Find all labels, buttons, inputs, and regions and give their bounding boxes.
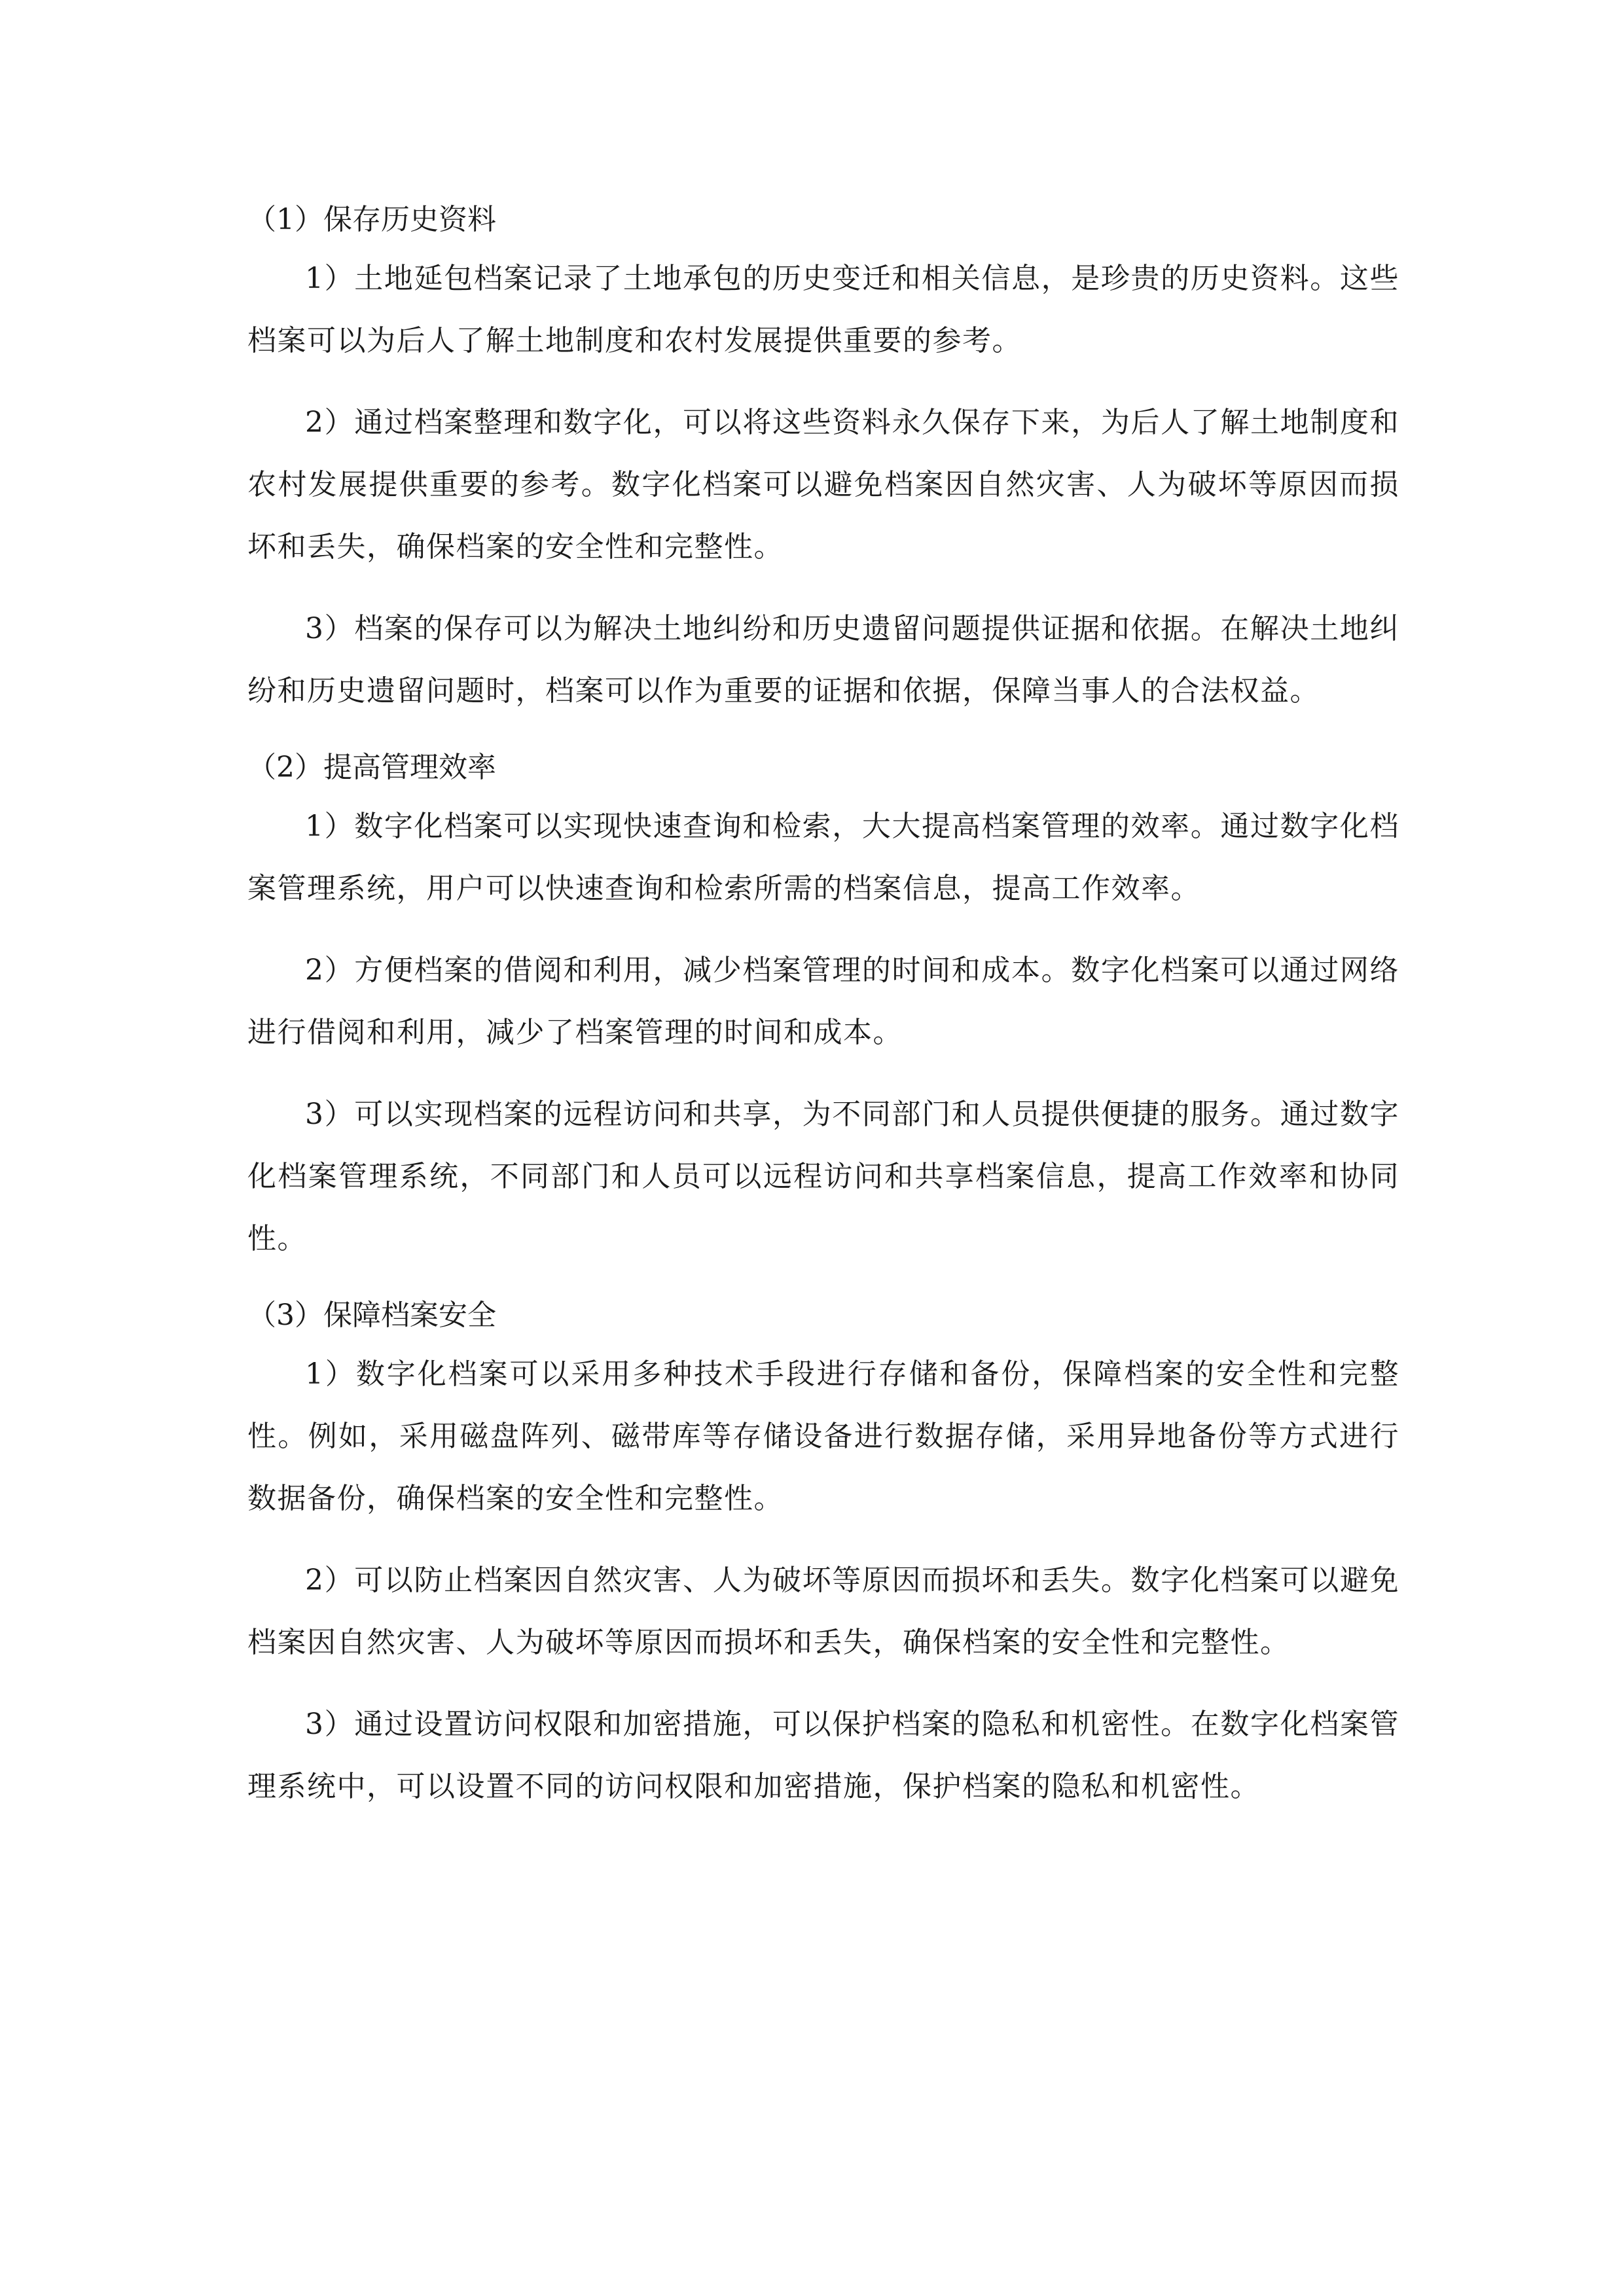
paragraph: 3）通过设置访问权限和加密措施，可以保护档案的隐私和机密性。在数字化档案管理系统中，可以设置不同的访问权限和加密措施，保护档案的隐私和机密性。 [247,1708,1399,1803]
section-improve-efficiency [247,742,1399,1270]
section-heading: （1）保存历史资料 [247,203,496,236]
paragraph: 2）方便档案的借阅和利用，减少档案管理的时间和成本。数字化档案可以通过网络进行借阅和利用，减少了档案管理的时间和成本。 [247,954,1399,1049]
paragraph: 2）可以防止档案因自然灾害、人为破坏等原因而损坏和丢失。数字化档案可以避免档案因自然灾害、人为破坏等原因而损坏和丢失，确保档案的安全性和完整性。 [247,1564,1399,1659]
section-heading: （2）提高管理效率 [247,751,496,784]
paragraph: 1）土地延包档案记录了土地承包的历史变迁和相关信息，是珍贵的历史资料。这些档案可以为后人了解土地制度和农村发展提供重要的参考。 [247,262,1399,357]
section-heading: （3）保障档案安全 [247,1299,496,1332]
paragraph: 1）数字化档案可以实现快速查询和检索，大大提高档案管理的效率。通过数字化档案管理系统，用户可以快速查询和检索所需的档案信息，提高工作效率。 [247,810,1399,905]
section-preserve-history [247,194,1399,722]
section-archive-security [247,1289,1399,1818]
paragraph: 3）档案的保存可以为解决土地纠纷和历史遗留问题提供证据和依据。在解决土地纠纷和历史遗留问题时，档案可以作为重要的证据和依据，保障当事人的合法权益。 [247,612,1399,708]
paragraph: 2）通过档案整理和数字化，可以将这些资料永久保存下来，为后人了解土地制度和农村发展提供重要的参考。数字化档案可以避免档案因自然灾害、人为破坏等原因而损坏和丢失，确保档案的安全性和完整性。 [247,406,1399,564]
document-body [247,194,1399,1837]
paragraph: 1）数字化档案可以采用多种技术手段进行存储和备份，保障档案的安全性和完整性。例如，采用磁盘阵列、磁带库等存储设备进行数据存储，采用异地备份等方式进行数据备份，确保档案的安全性和完整性。 [247,1357,1399,1515]
paragraph: 3）可以实现档案的远程访问和共享，为不同部门和人员提供便捷的服务。通过数字化档案管理系统，不同部门和人员可以远程访问和共享档案信息，提高工作效率和协同性。 [247,1098,1399,1255]
